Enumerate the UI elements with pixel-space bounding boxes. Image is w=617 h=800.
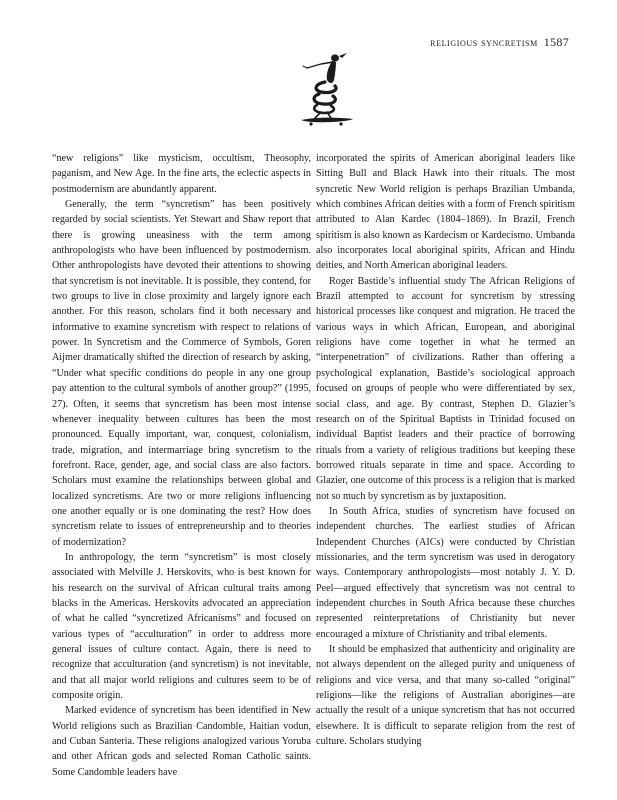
right-text-column bbox=[316, 151, 575, 749]
left-text-column bbox=[52, 151, 311, 780]
paragraph: It should be emphasized that authenticity and originality are not always dependent on the alleged purity and uniqueness of religions and vice versa, and that many so-called “original” religions—like the religions of Australian aborigines—are actually the result of a unique syncretism that has not occurred elsewhere. It is difficult to separate religion from the rest of culture. Scholars studying bbox=[316, 644, 575, 748]
page-number: 1587 bbox=[543, 35, 569, 49]
paragraph: In anthropology, the term “syncretism” is most closely associated with Melville J. Herskovits, who is best known for his research on the survival of African cultural traits among blacks in the Americas. Herskovits advocated an appreciation of what he called “syncretized Africanisms” and focused on various types of “acculturation” in order to address more general issues of culture contact. Again, there is need to recognize that acculturation (and syncretism) is not inevitable, and that all major world religions and cultures seem to be of composite origin. bbox=[52, 551, 311, 702]
paragraph: Marked evidence of syncretism has been identified in New World religions such as Brazilian Candomble, Haitian vodun, and Cuban Santeria. These religions analogized various Yoruba and other African gods and selected Roman Catholic saints. Some Candomble leaders have bbox=[52, 705, 311, 778]
running-header bbox=[430, 35, 569, 50]
paragraph: In South Africa, studies of syncretism have focused on independent churches. The earliest studies of African Independent Churches (AICs) were conducted by Christian missionaries, and the term syncretism was used in derogatory ways. Contemporary anthropologists—most notably J. Y. D. Peel—argued effectively that syncretism was not central to independent churches in South Africa because these churches represented reinterpretations of Christianity but never encouraged a mixture of Christianity and tribal elements. bbox=[316, 505, 575, 640]
paragraph: Generally, the term “syncretism” has been positively regarded by social scientists. Yet Stewart and Shaw report that there is growing uneasiness with the term among anthropologists who have been influenced by postmodernism. Other anthropologists have devoted their attentions to showing that syncretism is not inevitable. It is possible, they contend, for two groups to live in close proximity and largely ignore each another. For this reason, scholars find it both necessary and informative to examine syncretism with respect to relations of power. In Syncretism and the Commerce of Symbols, Goren Aijmer dramatically shifted the direction of research by asking, “Under what specific conditions do people in any one group pay attention to the cultural symbols of another group?” (1995, 27). Often, it seems that syncretism has been most intense whenever inequality between cultures has been the most pronounced. Equally important, war, conquest, colonialism, trade, migration, and intermarriage bring syncretism to the forefront. Race, gender, age, and social class are also factors. Scholars must examine the relationships between global and localized syncretisms. Are two or more religions influencing one another equally or is one dominating the rest? How does syncretism relate to issues of entrepreneurship and to theories of modernization? bbox=[52, 199, 311, 548]
dancing-figure-ornament-icon bbox=[295, 48, 357, 126]
paragraph: incorporated the spirits of American aboriginal leaders like Sitting Bull and Black Hawk into their rituals. The most syncretic New World religion is perhaps Brazilian Umbanda, which combines African deities with a form of French spiritism attributed to Alan Kardec (1804–1869). In Brazil, French spiritism is also known as Kardecism or Kardecismo. Umbanda also incorporates local aboriginal spirits, African and Hindu deities, and North American aboriginal leaders. bbox=[316, 153, 575, 272]
paragraph: “new religions” like mysticism, occultism, Theosophy, paganism, and New Age. In the fine arts, the eclectic aspects in postmodernism are abundantly apparent. bbox=[52, 153, 311, 195]
running-head-title: religious syncretism bbox=[430, 37, 538, 49]
paragraph: Roger Bastide’s influential study The African Religions of Brazil attempted to account for syncretism by stressing historical processes like conquest and migration. He traced the various ways in which African, European, and aboriginal religions have come together in what he termed an “interpenetration” of civilizations. Rather than offering a psychological explanation, Bastide’s sociological approach focused on groups of people who were differentiated by sex, social class, and age. By contrast, Stephen D. Glazier’s research on of the Spiritual Baptists in Trinidad focused on individual Baptist leaders and their practice of borrowing rituals from a variety of religious traditions but keeping these borrowed rituals separate in time and space. According to Glazier, one outcome of this process is a religion that is marked not so much by syncretism as by juxtaposition. bbox=[316, 275, 575, 502]
